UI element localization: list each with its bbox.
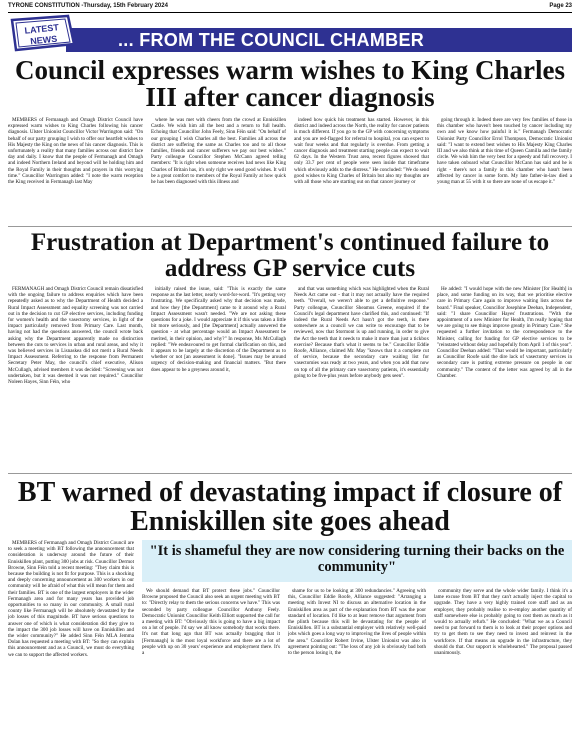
masthead-publication-date: TYRONE CONSTITUTION -Thursday, 15th February 2024 — [8, 3, 168, 9]
article3-column-2 — [142, 540, 280, 732]
article3-col2-text: We should demand that BT protect these jobs." Councillor Browne proposed the Council also seek an urgent meeting with BT to: "Directly relay to them the serious concerns we have." This was seconded by party colleague Councillor Anthony Feely. Democratic Unionist Councillor Keith Elliott supported the call for a meeting with BT: "Obviously this is going to have a big impact on a lot of people. I'd say we all know somebody that works there. It's not that long ago that BT was actually bragging that it [Fermanagh] is the most loyal workforce and there are a lot of people with up on 30 years' experience and employment there. It's a — [142, 588, 280, 657]
section-banner — [8, 14, 572, 54]
article2-col4-text: He added: "I would hope with the new Minister [for Health] in place, and some funding on its way, that we prioritise elective care in Primary Care again to improve waiting lists across the board." Final speaker, Councillor Josephine Deehan, Independent, said: "I share Councillor Hayes' frustrations. "With the appointment of a new Minister for Health, I'm really hoping that we are going to see things improve greatly in Primary Care." She requested a further invitation to the correspondence to the Minister, calling for funding for GP elective services to be "reinstated without delay and hopefully from April 1 of this year". Councillor Deehan added: "That would be important, particularly as Councillor Roofe said the dire lack of vasectomy services in secondary care is putting extreme pressure on people in our community." The content of the letter was agreed by all in the Chamber. — [437, 286, 572, 379]
article2-col2-text: initially raised the issue, said: "This is exactly the same response as the last letter, nearly word-for-word. "It's getting very frustrating. We specifically asked why that decision was made, and how they [the Department] came to it around why a Rural Impact Assessment wasn't needed. "We are not asking these questions for a joke. I would appreciate it if this was taken a little bit more seriously, and [the Department] actually answered the question - at what percentage would an Impact Assessment be merited, in their opinion, and why?" In response, Ms McCullagh replied: "We endeavoured to get formal clarification on this, and it appears to be largely at the discretion of the Department as to whether or not [an assessment is done]. "Issues may be around urgency of decision-making and financial matters. "But there does appear to be a greyness around it, — [151, 286, 286, 373]
article2-col3-text: and that was something which was highlighted when the Rural Needs Act came out - that it may not actually have the required teeth. "Overall, we weren't able to get a definitive response." Party colleague, Councillor Sheamus Greene, enquired if the Council's legal department have clarified this, and continued: "If indeed the Rural Needs Act hasn't got the teeth, is there somewhere as a council we can write to encourage that to be reviewed, now that Stormont is up and running, in order to give the Act the teeth that it needs to make it more than just a tickbox exercise? Because that's what it seems to be." Councillor Eddie Roofe, Alliance, claimed Mr. May "knows that it a complete cut of service, because the secondary care waiting list for vasectomies was ready at two years, and when you add that now on top of all the primary care vasectomy patients, it's essentially going to be five-plus years before anybody gets seen". — [294, 286, 429, 379]
article1-col2-text: where he was met with cheers from the crowd at Enniskillen Castle. We wish him all the best and a return to full health. Echoing that Councillor John Feely, Sinn Féin said: "On behalf of our grouping I wish Charles all the best. Families all across the district are suffering the same as Charles too and to all those families, friends and cancer sufferers we pay our best wishes." Party colleague Councillor Stephen McCann agreed telling members: "It is right when someone receives bad news like King Charles of Britain has, it's only right we send good wishes. It will be a great comfort to members of the Royal Family at how quick he has been diagnosed with this illness and — [151, 117, 286, 186]
section-divider — [8, 473, 572, 474]
article3-body — [8, 540, 572, 732]
article2-column-4 — [437, 286, 572, 470]
article1-col1-text: MEMBERS of Fermanagh and Omagh District Council have expressed warm wishes to King Charles following his cancer diagnosis. Ulster Unionist Councillor Victor Warrington said: "On behalf of our party grouping I wish to offer our heartfelt wishes to His Majesty the King on the news of his cancer diagnosis. This is unfortunately a reality that many families across our district face day and daily. I know that the people of Fermanagh and Omagh and indeed Northern Ireland and beyond will be holding him and the Royal Family in their thoughts and prayers in this worrying time." Councillor Warrington added: "I note the warm reception the King received in Fermanagh last May — [8, 117, 143, 186]
article1-column-2 — [151, 117, 286, 223]
pull-quote: "It is shameful they are now considering turning their backs on the community" — [142, 540, 572, 582]
logo-text-latest: LATEST — [24, 22, 60, 36]
article1-body — [8, 117, 572, 223]
article3-headline: BT warned of devastating impact if closure of Enniskillen site goes ahead — [17, 477, 563, 537]
article2-headline: Frustration at Department's continued failure to address GP service cuts — [30, 229, 550, 282]
article1-column-1 — [8, 117, 143, 223]
latest-news-logo — [8, 14, 80, 54]
article2-column-2 — [151, 286, 286, 470]
article2-column-3 — [294, 286, 429, 470]
article3-col4-text: community they serve and the whole wider family. I think it's a lame excuse from BT that they can't actually inject the capital to upgrade. They have a very highly trained core staff and as an employer, they probably realise to re-employ another quantity of staff somewhere else is probably going to cost them as much as it would to actually refurb." He concluded: "What we as a Council need to put forward to them is to look at their proper options and try to get them to see they need to invest and reinvest in the workforce. If that means an upgrade in the infrastructure, they should do that. Our support is wholehearted." The proposal passed unanimously. — [434, 588, 572, 657]
article1-column-4 — [437, 117, 572, 223]
article3-column-3 — [288, 540, 426, 732]
article1-col4-text: going through it. Indeed there are very few families of those in this chamber who haven't been touched by cancer including my own and we know how painful it is." Fermanagh Democratic Unionist Party Councillor Errol Thompson, Democratic Unionist said: "I want to extend best wishes to His Majesty King Charles III and we also think at this time of Queen Camilla and the family circle. We wish him the very best for a speedy and full recovery. I have taken onboard what Councillor McCann has said and he is right - there's not a family in this chamber who hasn't been affected by cancer in some form. My late father-in-law died a young man at 55 with it so there are none of us escape it." — [437, 117, 572, 186]
article1-column-3 — [294, 117, 429, 223]
article3-column-4 — [434, 540, 572, 732]
article1-col3-text: indeed how quick his treatment has started. However, in this district and indeed across the North, the reality for cancer patients is much different. If you go to the GP with concerning symptoms and you are red-flagged for referral to hospital, you can expect to wait four weeks and that regularly is overdue. From getting a cancer diagnosis and treatment starting people can expect to wait 62 days. In the Western Trust area, recent figures showed that only 33.7 per cent of people were seen inside that timeframe which obviously adds to the distress." He concluded: "We do send good wishes to King Charles of Britain but also my thoughts are with all those who are starting out on that cancer journey or — [294, 117, 429, 186]
article3-column-1 — [8, 540, 134, 732]
article3-col1-text: MEMBERS of Fermanagh and Omagh District Council are to seek a meeting with BT following the announcement that consideration is underway around the future of their Enniskillen plant, putting 300 jobs at risk. Councillor Dermot Browne, Sinn Féin told a recent meeting: "They claim this is because the building is not fit for purpose. This is a shocking and deeply concerning announcement as 300 workers in our community will be afraid of what this will mean for them and their families. BT is one of the largest employers in the wider Fermanagh area and for many years has provided job opportunities to so many in our community. A small rural county like Fermanagh will be absolutely devastated by the job losses of this magnitude. BT have serious questions to answer one of which is what consideration did they give to the impact the 300 job losses will have on Enniskillen and the wider community?" He added Sinn Féin MLA Jemma Dolan has requested a meeting with BT: "So they can explain this announcement and as a Council, we must do everything we can to support the affected workers. — [8, 540, 134, 658]
article1-headline: Council expresses warm wishes to King Charles III after cancer diagnosis — [15, 55, 565, 112]
masthead-page-number: Page 23 — [549, 3, 572, 9]
article2-col1-text: FERMANAGH and Omagh District Council remain dissatisfied with the ongoing failure to address enquiries which have been repeatedly asked as to why the Department of Health decided a Rural Impact Assessment and equality screening was not carried out in the decision to cut GP elective services, including funding for women's health and the vasectomy services, in light of the impact particularly removed from Primary Care. Last month, having not had the questions answered, the council wrote back asking why the Department apparently made no distinction between the cuts to services in urban and rural areas, and why it was believed services in Lisnaskea did not merit a Rural Needs Impact Assessment. Referring to the response from Permanent Secretary Peter May, the council's chief executive, Alison McCullagh, advised members it was decided: "Screening was not undertaken, but it was deemed it was not required." Councillor Noleen Hayes, Sinn Féin, who — [8, 286, 143, 386]
masthead — [8, 2, 572, 13]
article2-body — [8, 286, 572, 470]
article2-column-1 — [8, 286, 143, 470]
logo-text-news: NEWS — [29, 33, 58, 47]
article3-col3-text: shame for us to be looking at 300 redundancies." Agreeing with this, Councillor Eddie Roofe, Alliance suggested: "Arranging a meeting with Invest NI to discuss an alternative location in the Enniskillen area as part of the explanation from BT was the poor standard of location. I'd like to at least remove that argument from the plinth because this will be devastating for the people of Enniskillen. BT is a substantial employer with relatively well-paid jobs which goes a long way to improving the lives of people within the area." Councillor Robert Irvine, Ulster Unionist was also in agreement pointing out: "The loss of any job is obviously bad both to the person losing it, the — [288, 588, 426, 657]
section-divider — [8, 226, 572, 227]
section-title: ... FROM THE COUNCIL CHAMBER — [66, 28, 572, 52]
